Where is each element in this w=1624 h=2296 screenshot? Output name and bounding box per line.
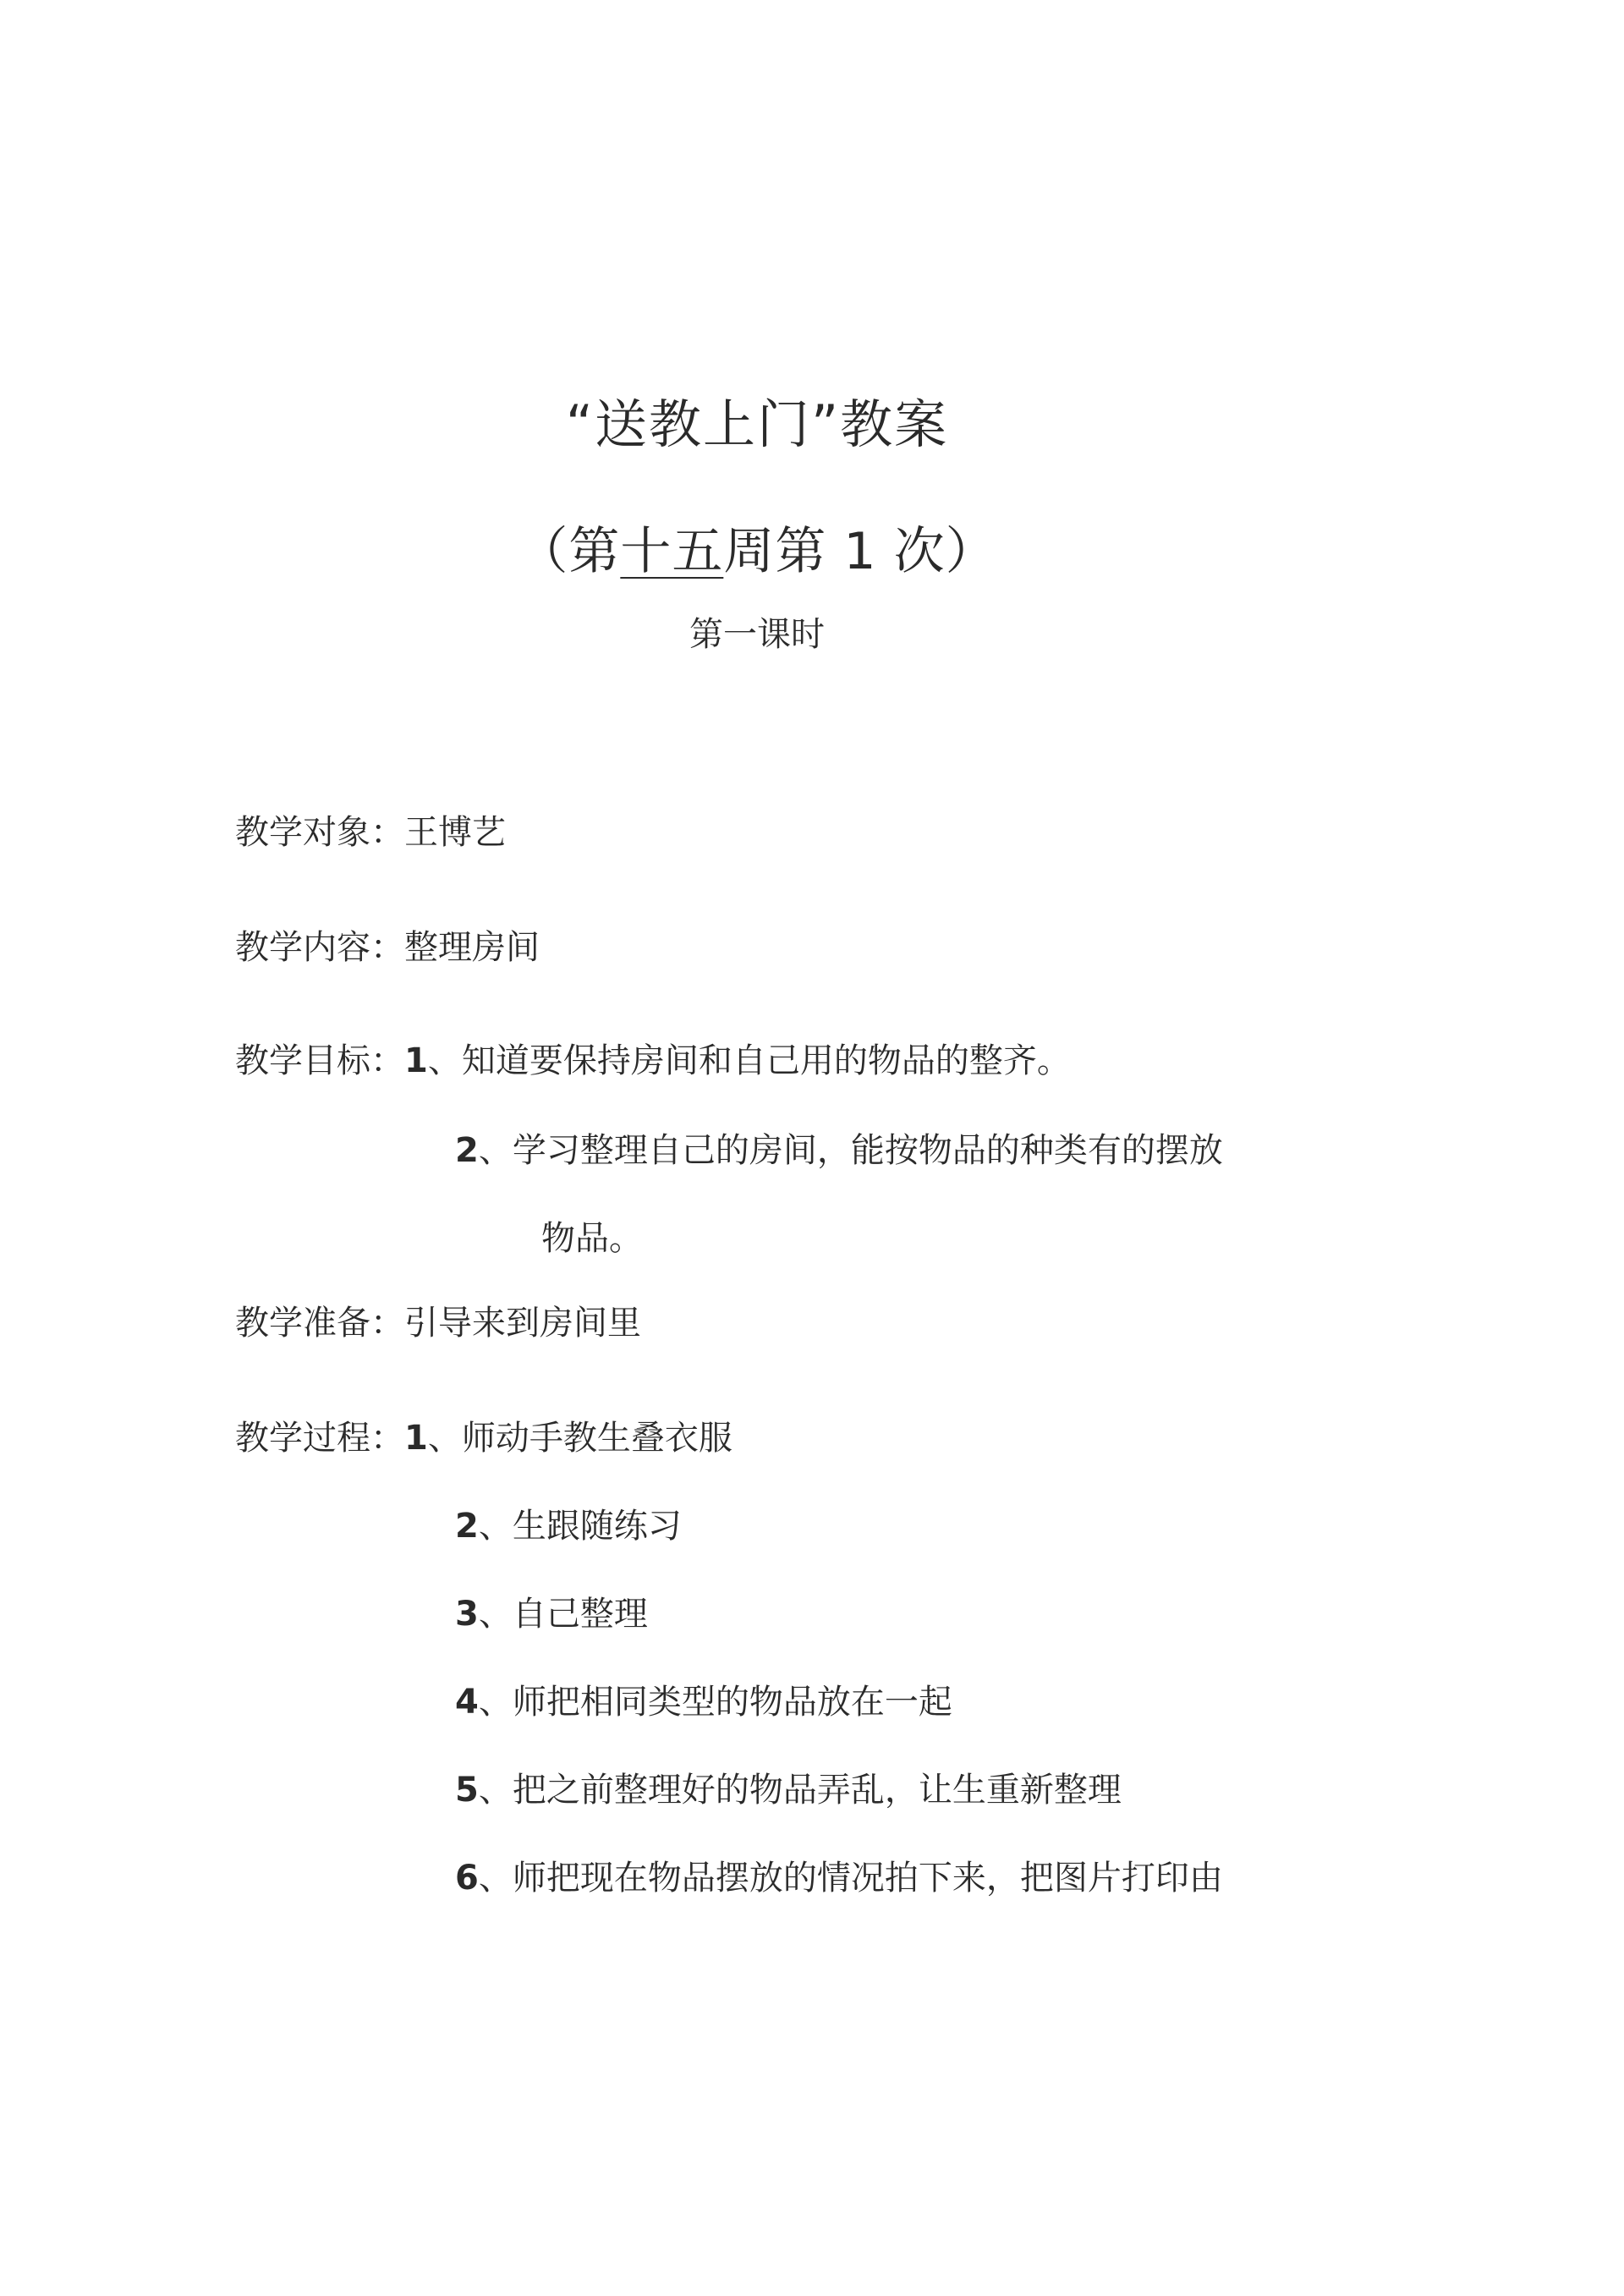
goal2-num: 2 (455, 1131, 479, 1170)
step-text: 、自己整理 (478, 1595, 648, 1634)
subtitle-suffix: 次） (893, 522, 997, 581)
goal2-text: 、学习整理自己的房间，能按物品的种类有的摆放 (478, 1131, 1223, 1170)
goal1-num: 1 (404, 1041, 428, 1080)
process-row (235, 1411, 732, 1459)
step-num: 1 (404, 1419, 428, 1458)
process-step (455, 1499, 682, 1547)
goal2-continuation: 物品。 (541, 1219, 643, 1258)
step-text: 、师动手教生叠衣服 (427, 1419, 732, 1458)
process-step (455, 1675, 952, 1723)
target-label: 教学对象： (235, 813, 404, 852)
step-text: 、生跟随练习 (478, 1507, 682, 1546)
goals-label: 教学目标： (235, 1041, 404, 1080)
document-subtitle (0, 511, 1514, 584)
subtitle-prefix: （第 (517, 522, 621, 581)
step-text: 、师把现在物品摆放的情况拍下来，把图片打印由 (478, 1859, 1223, 1898)
content-label: 教学内容： (235, 928, 404, 967)
prep-row (235, 1296, 641, 1344)
process-label: 教学过程： (235, 1419, 404, 1458)
goal1-text: 、知道要保持房间和自己用的物品的整齐。 (427, 1041, 1071, 1080)
content-value: 整理房间 (404, 928, 540, 967)
prep-value: 引导来到房间里 (404, 1304, 641, 1343)
document-title: “送教上门”教案 (565, 393, 949, 455)
step-text: 、把之前整理好的物品弄乱，让生重新整理 (478, 1771, 1122, 1810)
step-num: 5 (455, 1771, 479, 1810)
lesson-period: 第一课时 (689, 615, 825, 654)
content-row (235, 920, 540, 969)
subtitle-mid: 周第 (723, 522, 827, 581)
subtitle-week: 十五 (620, 522, 724, 581)
step-num: 2 (455, 1507, 479, 1546)
prep-label: 教学准备： (235, 1304, 404, 1343)
step-text: 、师把相同类型的物品放在一起 (478, 1683, 952, 1722)
step-num: 6 (455, 1859, 479, 1898)
step-num: 4 (455, 1683, 479, 1722)
process-step (455, 1851, 1223, 1899)
process-step (455, 1763, 1122, 1811)
goals-row (235, 1034, 1071, 1082)
step-num: 3 (455, 1595, 479, 1634)
subtitle-num: 1 (843, 522, 877, 581)
goal2-row (455, 1123, 1223, 1172)
target-row (235, 805, 506, 854)
process-step (455, 1587, 648, 1635)
target-value: 王博艺 (404, 813, 506, 852)
